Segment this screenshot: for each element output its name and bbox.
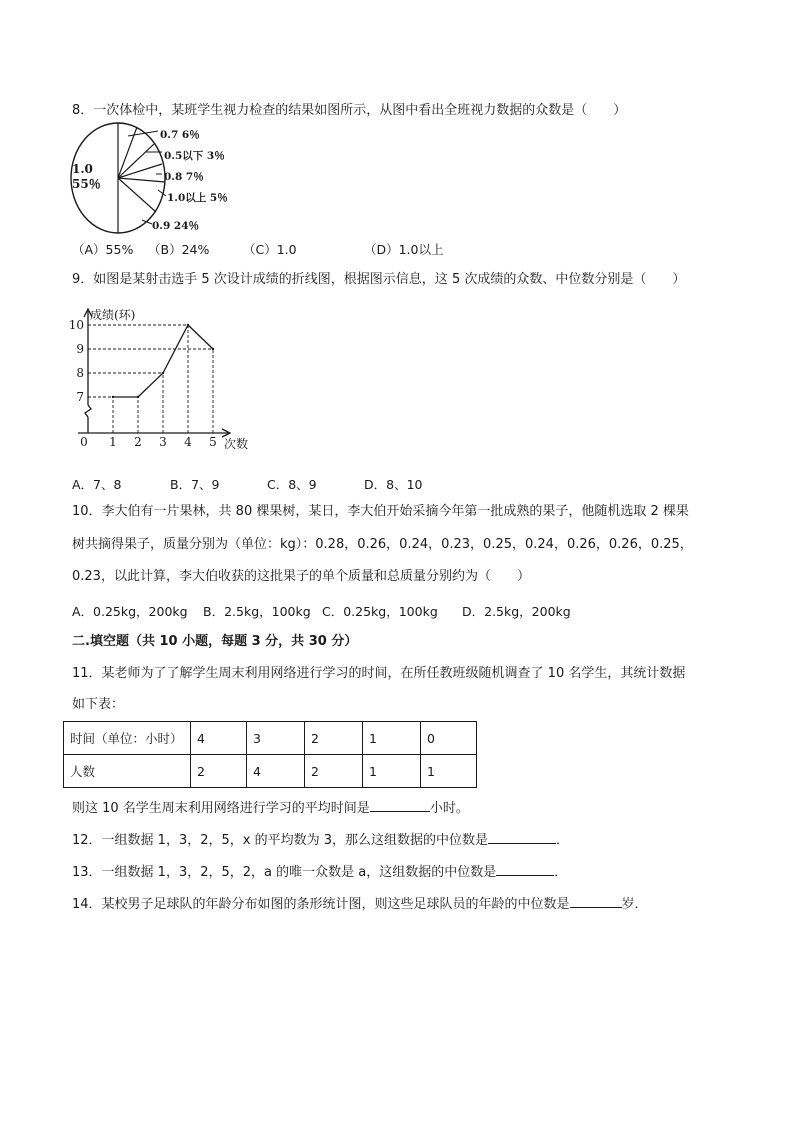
q11-answer-line — [72, 797, 469, 818]
x-tick-label: 5 — [209, 435, 217, 449]
table-cell: 人数 — [64, 755, 191, 788]
table-cell: 0 — [421, 722, 477, 755]
pie-divider — [118, 178, 156, 212]
pie-slice-label: 0.7 6％ — [160, 129, 200, 141]
data-point — [212, 348, 214, 350]
table-row — [64, 722, 477, 755]
q11-answer-blank[interactable] — [370, 797, 430, 812]
q13-suffix: ． — [554, 865, 568, 880]
data-point — [162, 372, 164, 374]
x-tick-label: 2 — [134, 435, 142, 449]
q8-option-b[interactable]: （B）24% — [148, 242, 210, 257]
y-tick-label: 8 — [76, 366, 84, 380]
pie-slice-label: 0.5以下 3％ — [164, 150, 225, 162]
x-tick-label: 1 — [109, 435, 117, 449]
q11-answer-prefix: 则这 10 名学生周末利用网络进行学习的平均时间是 — [72, 801, 370, 816]
x-tick-label: 3 — [159, 435, 167, 449]
q9-text: 9．如图是某射击选手 5 次设计成绩的折线图，根据图示信息，这 5 次成绩的众数、中位数分别是（ ） — [72, 272, 686, 287]
table-cell: 3 — [247, 722, 305, 755]
y-tick-label: 9 — [76, 342, 84, 356]
table-cell: 4 — [191, 722, 247, 755]
q12-text: 12．一组数据 1，3，2，5，x 的平均数为 3，那么这组数据的中位数是 — [72, 833, 488, 848]
table-cell: 2 — [305, 722, 363, 755]
table-cell: 2 — [191, 755, 247, 788]
q12-answer-blank[interactable] — [488, 829, 556, 844]
q10-line-1: 10．李大伯有一片果林，共 80 棵果树，某日，李大伯开始采摘今年第一批成熟的果子，他随机选取 2 棵果 — [72, 504, 689, 519]
x-axis-title: 次数 — [224, 437, 249, 451]
y-axis-title: 成绩(环) — [90, 308, 136, 322]
q8-option-d[interactable]: （D）1.0以上 — [364, 242, 444, 257]
section-title: 二.填空题（共 10 小题，每题 3 分，共 30 分） — [72, 634, 358, 649]
table-cell: 4 — [247, 755, 305, 788]
table-cell: 2 — [305, 755, 363, 788]
q10-line-3: 0.23，以此计算，李大伯收获的这批果子的单个质量和总质量分别约为（ ） — [72, 569, 530, 584]
y-axis-break — [85, 405, 91, 417]
table-cell: 1 — [363, 755, 421, 788]
q10-option-d[interactable]: D．2.5kg，200kg — [462, 604, 571, 619]
q10-option-b[interactable]: B．2.5kg，100kg — [203, 604, 311, 619]
q14-suffix: 岁． — [621, 897, 648, 912]
table-cell: 1 — [363, 722, 421, 755]
q11-line-1: 11．某老师为了了解学生周末利用网络进行学习的时间，在所任教班级随机调查了 10 名学生，其统计数据 — [72, 666, 686, 681]
q12-line — [72, 829, 569, 850]
data-point — [112, 396, 114, 398]
q13-line — [72, 861, 567, 882]
q8-option-a[interactable]: （A）55% — [72, 242, 134, 257]
q13-answer-blank[interactable] — [496, 861, 554, 876]
data-point — [187, 324, 189, 326]
table-cell: 时间（单位：小时） — [64, 722, 191, 755]
pie-slice-label: 0.9 24％ — [152, 220, 200, 232]
q10-line-2: 树共摘得果子，质量分别为（单位：kg）：0.28，0.26，0.24，0.23，0.25，0.24，0.26，0.26，0.25， — [72, 537, 693, 552]
q8-option-c[interactable]: （C）1.0 — [243, 242, 297, 257]
q9-option-c[interactable]: C．8、9 — [267, 477, 317, 492]
q9-line-chart — [66, 305, 266, 455]
q12-suffix: ． — [556, 833, 570, 848]
y-tick-label: 10 — [68, 318, 84, 332]
y-tick-label: 7 — [76, 390, 84, 404]
q9-option-a[interactable]: A．7、8 — [72, 477, 122, 492]
q9-option-b[interactable]: B．7、9 — [170, 477, 220, 492]
q14-line — [72, 893, 648, 914]
data-point — [137, 396, 139, 398]
q13-text: 13．一组数据 1，3，2，5，2，a 的唯一众数是 a，这组数据的中位数是 — [72, 865, 497, 880]
q14-answer-blank[interactable] — [570, 893, 622, 908]
q9-option-d[interactable]: D．8、10 — [364, 477, 423, 492]
pie-divider — [118, 178, 165, 182]
table-row — [64, 755, 477, 788]
pie-leader — [158, 190, 166, 196]
pie-center-label: 1.0 — [72, 162, 93, 176]
q14-text: 14．某校男子足球队的年龄分布如图的条形统计图，则这些足球队员的年龄的中位数是 — [72, 897, 570, 912]
q11-line-2: 如下表： — [72, 697, 125, 712]
x-tick-label: 4 — [184, 435, 192, 449]
pie-slice-label: 0.8 7％ — [164, 171, 204, 183]
pie-center-label: 55％ — [72, 177, 101, 191]
q11-answer-suffix: 小时。 — [429, 801, 469, 816]
pie-slice-label: 1.0以上 5％ — [167, 192, 228, 204]
q11-table — [63, 721, 477, 788]
q10-option-a[interactable]: A．0.25kg，200kg — [72, 604, 188, 619]
x-tick-label: 0 — [80, 435, 88, 449]
q10-option-c[interactable]: C．0.25kg，100kg — [322, 604, 438, 619]
q8-text: 8．一次体检中，某班学生视力检查的结果如图所示，从图中看出全班视力数据的众数是（ ） — [72, 103, 627, 118]
table-cell: 1 — [421, 755, 477, 788]
q8-pie-chart — [66, 122, 266, 240]
